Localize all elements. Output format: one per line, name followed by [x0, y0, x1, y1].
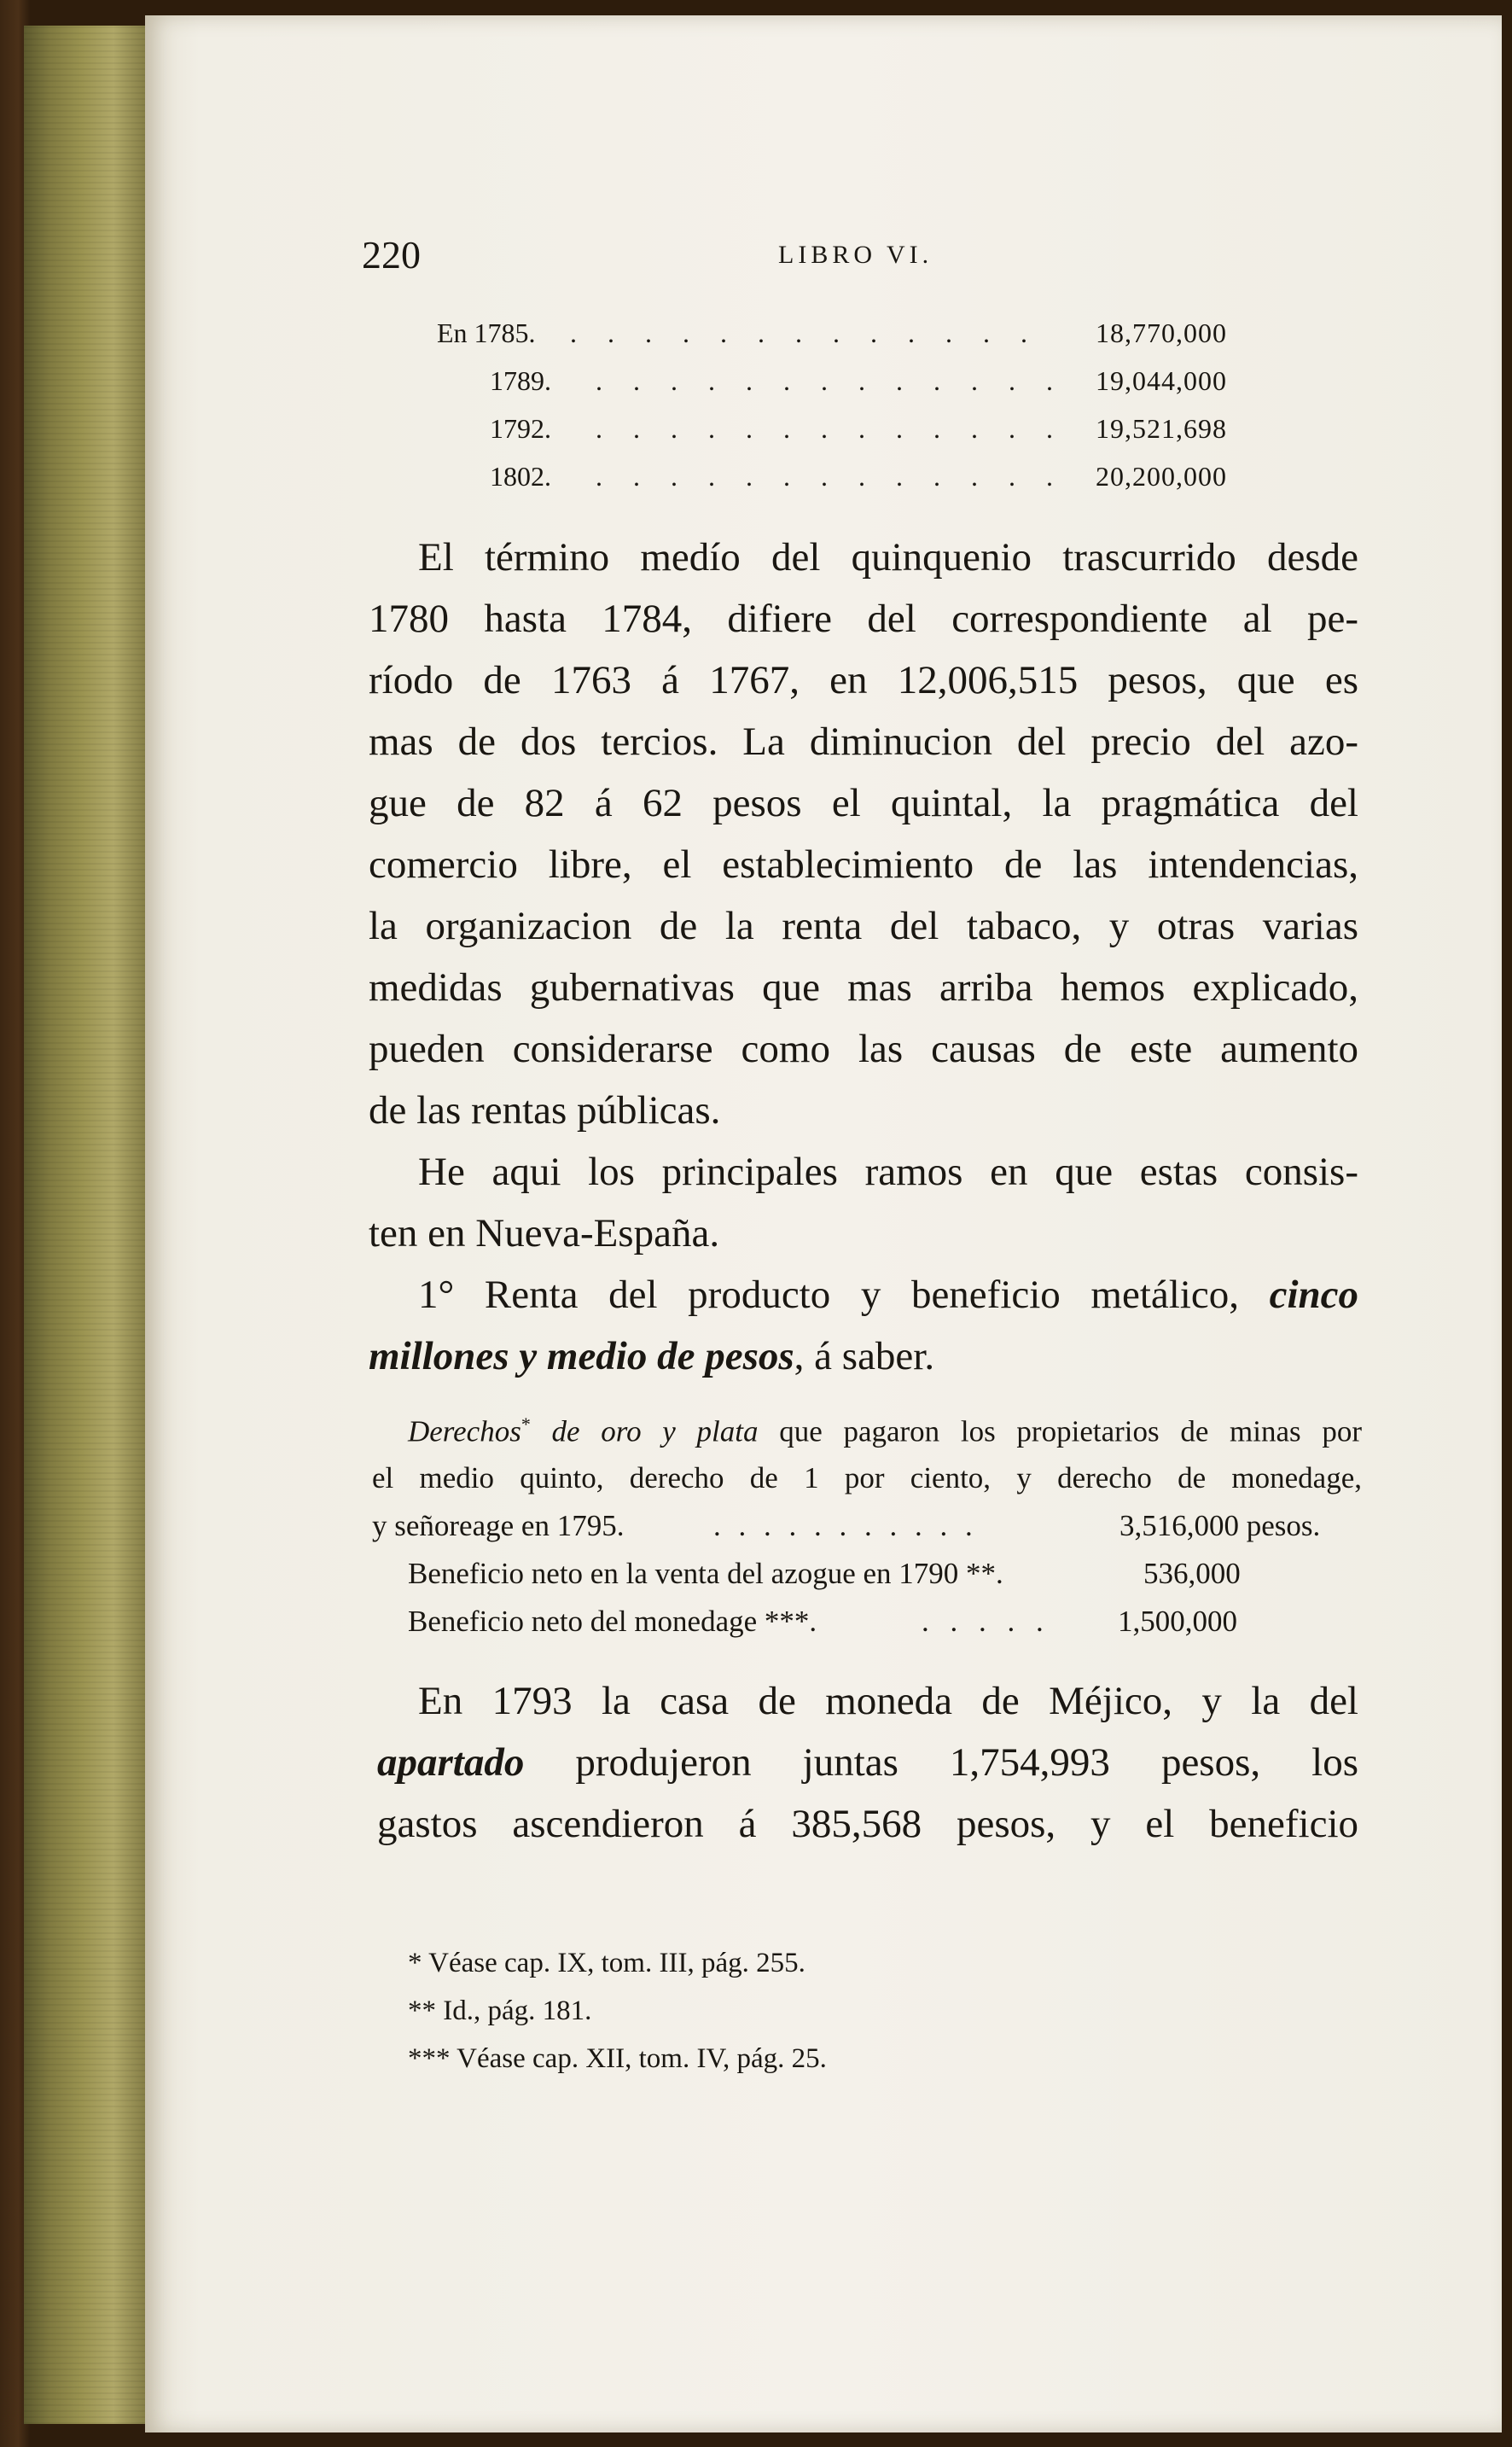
sub-item-label: Beneficio neto en la venta del azogue en 1790 **.	[408, 1557, 1003, 1590]
emphasis-text: cinco	[1269, 1273, 1359, 1317]
paragraph-line: comercio libre, el establecimiento de las intendencias,	[369, 842, 1358, 887]
small-paragraph-line	[408, 1413, 1362, 1449]
table-value: 20,200,000	[1096, 461, 1227, 492]
footnote: *** Véase cap. XII, tom. IV, pág. 25.	[408, 2043, 827, 2074]
italic-text: Derechos	[408, 1414, 521, 1448]
table-row	[0, 318, 1512, 355]
footnote: * Véase cap. IX, tom. III, pág. 255.	[408, 1948, 805, 1978]
paragraph-line: mas de dos tercios. La diminucion del precio del azo-	[369, 720, 1358, 764]
table-value: 18,770,000	[1096, 318, 1227, 348]
emphasis-text: millones y medio de pesos	[369, 1334, 794, 1378]
paragraph-line: pueden considerarse como las causas de este aumento	[369, 1027, 1358, 1071]
paragraph-line: gue de 82 á 62 pesos el quintal, la pragmática del	[369, 781, 1358, 825]
small-paragraph-line: el medio quinto, derecho de 1 por ciento, y derecho de monedage,	[372, 1461, 1362, 1494]
running-head	[224, 232, 1358, 283]
paragraph-line: la organizacion de la renta del tabaco, y otras varias	[369, 904, 1358, 948]
dot-leader: . . . . . . . . . . . . .	[596, 365, 1065, 396]
paragraph-line: ríodo de 1763 á 1767, en 12,006,515 pesos, que es	[369, 658, 1358, 702]
table-year-label: 1802.	[490, 461, 551, 492]
paragraph-line: He aqui los principales ramos en que estas consis-	[418, 1150, 1358, 1194]
paragraph-line	[418, 1272, 1358, 1318]
amount-value: 536,000	[1143, 1557, 1241, 1590]
emphasis-text: apartado	[377, 1740, 525, 1785]
text-run: 1° Renta del producto y beneficio metálico,	[418, 1273, 1239, 1317]
text-run: que pagaron los propietarios de minas por	[779, 1414, 1363, 1448]
paragraph-line: En 1793 la casa de moneda de Méjico, y la del	[418, 1679, 1358, 1723]
table-year-label: 1789.	[490, 365, 551, 396]
paragraph-line: medidas gubernativas que mas arriba hemos explicado,	[369, 965, 1358, 1010]
dot-leader: . . . . . . . . . . . . .	[596, 413, 1065, 444]
paragraph-line: El término medío del quinquenio trascurrido desde	[418, 535, 1358, 580]
footnote-mark: *	[520, 1413, 531, 1435]
page-number: 220	[362, 233, 421, 277]
dot-leader: . . . . . . . . . . .	[713, 1509, 978, 1542]
paragraph-line	[377, 1739, 1358, 1786]
text-run: produjeron juntas 1,754,993 pesos, los	[575, 1740, 1359, 1785]
chapter-heading: LIBRO VI.	[778, 241, 933, 269]
dot-leader: . . . . .	[922, 1605, 1050, 1638]
table-row	[0, 461, 1512, 498]
table-row	[0, 365, 1512, 403]
text-run: , á saber.	[794, 1334, 935, 1378]
dot-leader: . . . . . . . . . . . . .	[570, 318, 1039, 348]
amount-value: 3,516,000 pesos.	[1119, 1509, 1321, 1542]
italic-text: de oro y plata	[551, 1414, 759, 1448]
sub-item-label: Beneficio neto del monedage ***.	[408, 1605, 817, 1638]
table-value: 19,521,698	[1096, 413, 1227, 444]
small-paragraph-line: y señoreage en 1795.	[372, 1509, 625, 1542]
table-value: 19,044,000	[1096, 365, 1227, 396]
table-row	[0, 413, 1512, 451]
dot-leader: . . . . . . . . . . . . .	[596, 461, 1065, 492]
table-year-label: 1792.	[490, 413, 551, 444]
paragraph-line: 1780 hasta 1784, difiere del correspondiente al pe-	[369, 597, 1358, 641]
paragraph-line: ten en Nueva-España.	[369, 1211, 720, 1256]
table-year-label: En 1785.	[437, 318, 536, 348]
paragraph-line: gastos ascendieron á 385,568 pesos, y el beneficio	[377, 1802, 1358, 1846]
amount-value: 1,500,000	[1118, 1605, 1237, 1638]
footnote: ** Id., pág. 181.	[408, 1995, 592, 2026]
paragraph-line: de las rentas públicas.	[369, 1088, 721, 1133]
paragraph-line	[369, 1333, 1358, 1379]
